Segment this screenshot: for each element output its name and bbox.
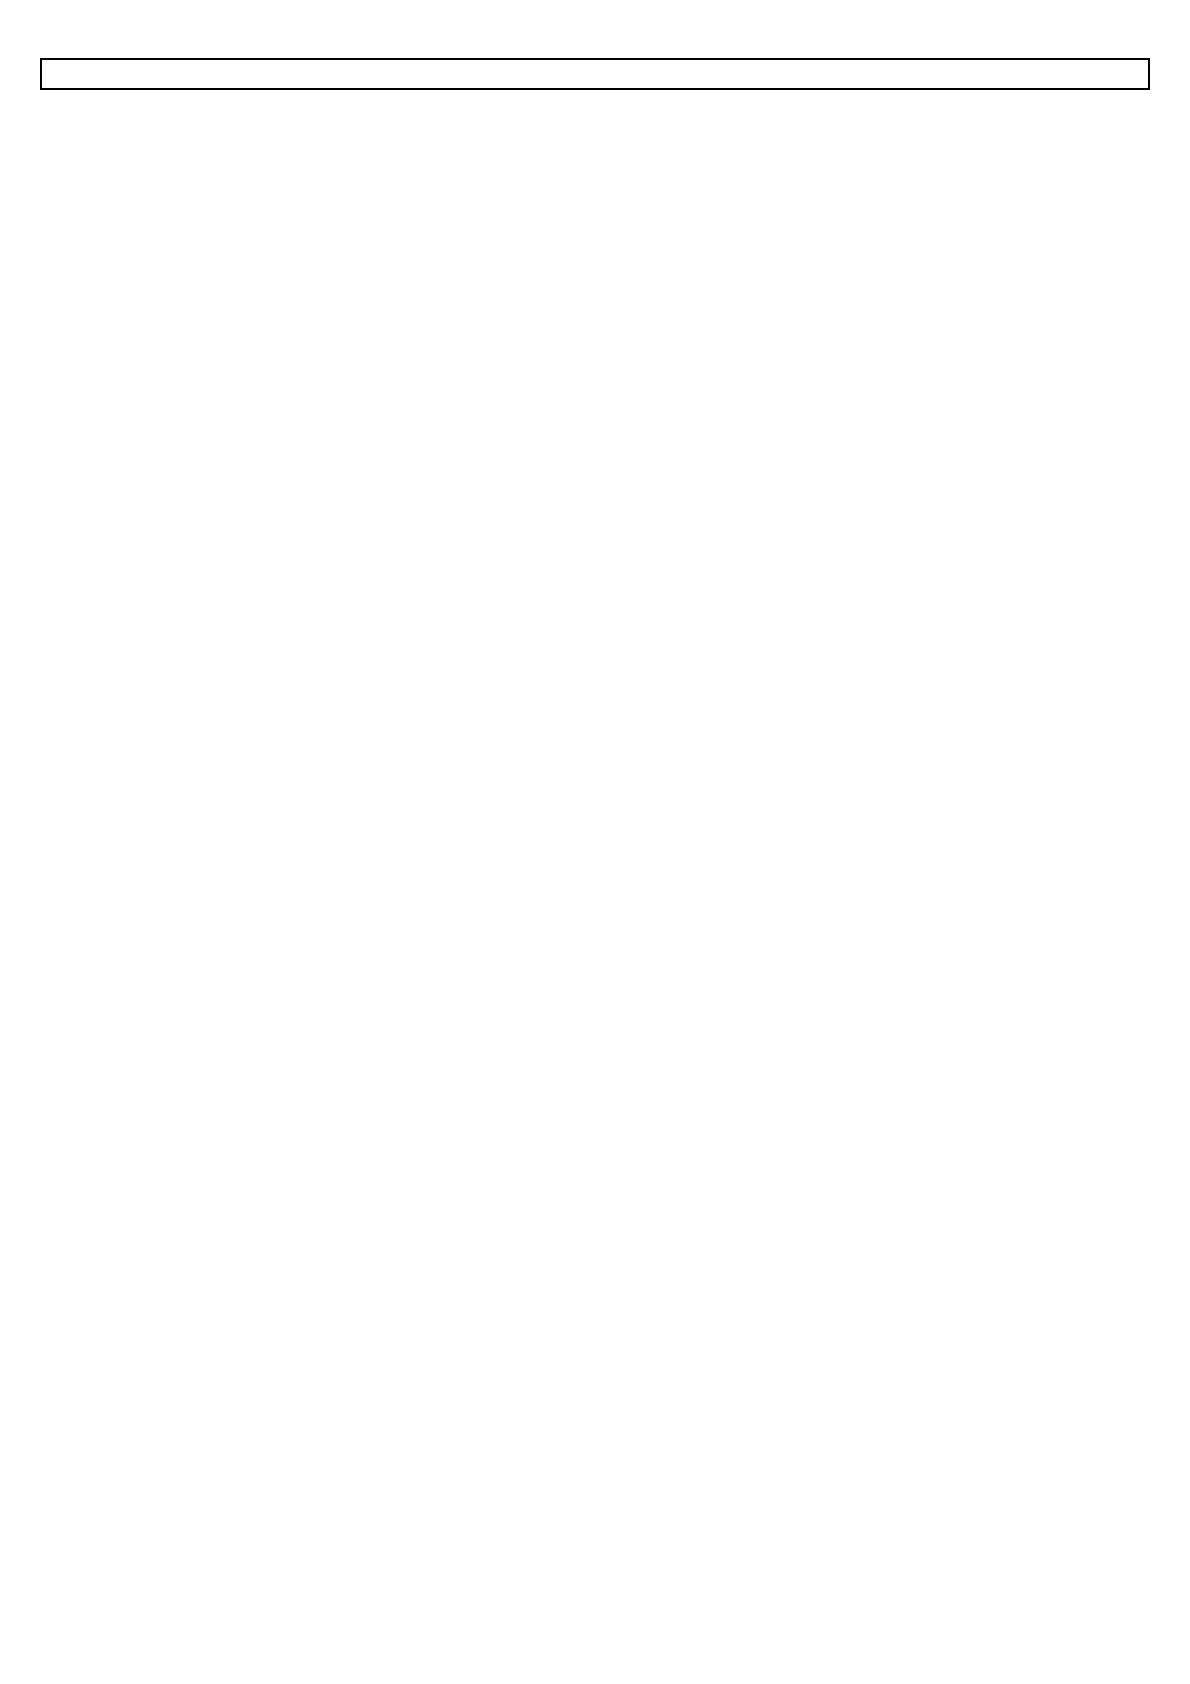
page-root (0, 0, 1190, 130)
page-content (40, 58, 1150, 90)
